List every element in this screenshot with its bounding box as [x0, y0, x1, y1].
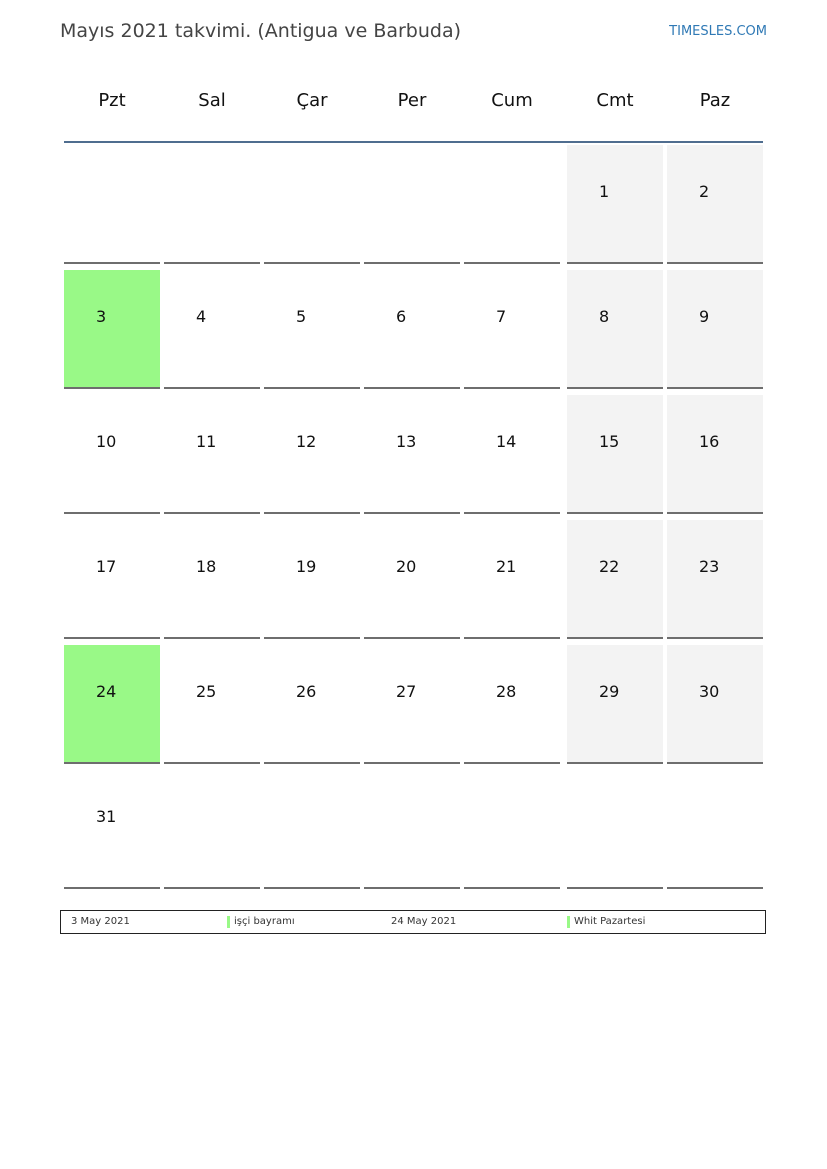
day-cell[interactable] — [164, 520, 260, 639]
empty-day-cell — [667, 770, 763, 889]
day-cell[interactable] — [567, 270, 663, 389]
day-number: 24 — [96, 682, 117, 701]
empty-day-cell — [364, 770, 460, 889]
day-cell[interactable] — [64, 270, 160, 389]
legend-date-1: 3 May 2021 — [71, 916, 130, 927]
day-cell[interactable] — [464, 270, 560, 389]
empty-day-cell — [567, 770, 663, 889]
day-number: 16 — [699, 432, 720, 451]
day-number: 25 — [196, 682, 217, 701]
day-number: 11 — [196, 432, 217, 451]
empty-day-cell — [464, 770, 560, 889]
legend-color-swatch-2 — [567, 916, 570, 928]
day-cell[interactable] — [567, 645, 663, 764]
day-number: 27 — [396, 682, 417, 701]
day-number: 14 — [496, 432, 517, 451]
weekday-label-wed: Çar — [296, 90, 328, 111]
weekday-label-sun: Paz — [699, 90, 731, 111]
day-number: 18 — [196, 557, 217, 576]
day-cell[interactable] — [164, 645, 260, 764]
day-cell[interactable] — [364, 520, 460, 639]
day-number: 17 — [96, 557, 117, 576]
day-cell[interactable] — [364, 645, 460, 764]
day-number: 22 — [599, 557, 620, 576]
day-number: 13 — [396, 432, 417, 451]
header-divider — [64, 141, 763, 143]
day-cell[interactable] — [464, 395, 560, 514]
day-cell[interactable] — [667, 520, 763, 639]
day-number: 1 — [599, 182, 610, 201]
day-cell[interactable] — [264, 270, 360, 389]
day-cell[interactable] — [464, 520, 560, 639]
calendar-title: Mayıs 2021 takvimi. (Antigua ve Barbuda) — [60, 20, 462, 42]
day-number: 2 — [699, 182, 710, 201]
day-cell[interactable] — [667, 395, 763, 514]
day-number: 3 — [96, 307, 107, 326]
weekday-label-mon: Pzt — [98, 90, 126, 111]
day-number: 23 — [699, 557, 720, 576]
day-number: 6 — [396, 307, 407, 326]
day-cell[interactable] — [567, 395, 663, 514]
empty-day-cell — [164, 770, 260, 889]
day-number: 19 — [296, 557, 317, 576]
day-cell[interactable] — [567, 520, 663, 639]
day-cell[interactable] — [264, 395, 360, 514]
day-number: 9 — [699, 307, 710, 326]
day-cell[interactable] — [667, 270, 763, 389]
day-cell[interactable] — [364, 395, 460, 514]
empty-day-cell — [464, 145, 560, 264]
day-number: 8 — [599, 307, 610, 326]
day-number: 7 — [496, 307, 507, 326]
day-cell[interactable] — [667, 645, 763, 764]
holiday-legend — [60, 910, 766, 934]
legend-name-1: işçi bayramı — [234, 916, 295, 927]
day-cell[interactable] — [264, 520, 360, 639]
legend-date-2: 24 May 2021 — [391, 916, 457, 927]
day-cell[interactable] — [64, 520, 160, 639]
day-number: 30 — [699, 682, 720, 701]
day-cell[interactable] — [64, 395, 160, 514]
day-number: 4 — [196, 307, 207, 326]
day-number: 10 — [96, 432, 117, 451]
day-cell[interactable] — [567, 145, 663, 264]
empty-day-cell — [364, 145, 460, 264]
day-number: 31 — [96, 807, 117, 826]
weekday-label-fri: Cum — [491, 90, 533, 111]
day-cell[interactable] — [667, 145, 763, 264]
day-cell[interactable] — [464, 645, 560, 764]
day-number: 29 — [599, 682, 620, 701]
brand-link[interactable]: TIMESLES.COM — [669, 24, 767, 39]
empty-day-cell — [264, 770, 360, 889]
day-number: 20 — [396, 557, 417, 576]
weekday-header-row — [64, 90, 764, 120]
empty-day-cell — [64, 145, 160, 264]
legend-name-2: Whit Pazartesi — [574, 916, 646, 927]
empty-day-cell — [164, 145, 260, 264]
day-cell[interactable] — [264, 645, 360, 764]
day-number: 21 — [496, 557, 517, 576]
day-number: 26 — [296, 682, 317, 701]
weekday-label-thu: Per — [397, 90, 427, 111]
calendar-grid — [64, 145, 764, 895]
day-number: 28 — [496, 682, 517, 701]
legend-color-swatch-1 — [227, 916, 230, 928]
day-number: 5 — [296, 307, 307, 326]
day-number: 12 — [296, 432, 317, 451]
day-number: 15 — [599, 432, 620, 451]
day-cell[interactable] — [364, 270, 460, 389]
weekday-label-sat: Cmt — [596, 90, 634, 111]
day-cell[interactable] — [164, 270, 260, 389]
day-cell[interactable] — [164, 395, 260, 514]
day-cell[interactable] — [64, 770, 160, 889]
weekday-label-tue: Sal — [198, 90, 226, 111]
empty-day-cell — [264, 145, 360, 264]
day-cell[interactable] — [64, 645, 160, 764]
